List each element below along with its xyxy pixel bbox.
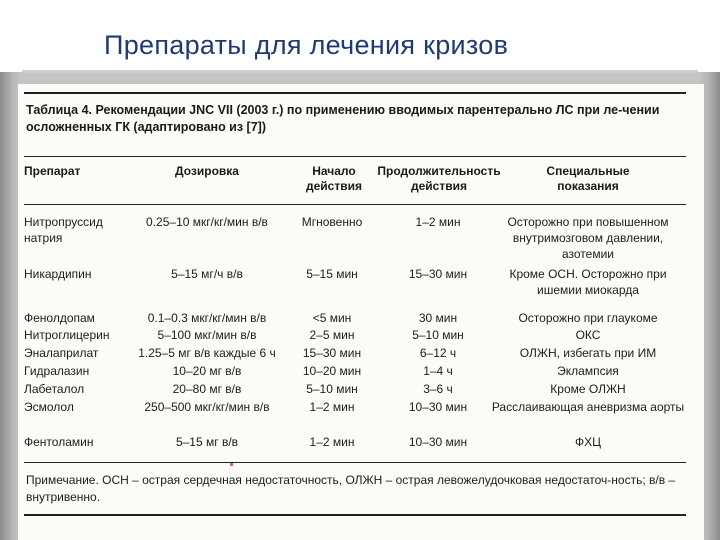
table-cell: Мгновенно [301, 215, 363, 229]
table-cell: 15–30 мин [302, 346, 362, 360]
table-cell: 15–30 мин [408, 267, 468, 281]
table-cell: 3–6 ч [423, 382, 453, 396]
table-cell: ОКС [575, 328, 601, 342]
table-cell: Фенолдопам [24, 311, 95, 325]
title-band [0, 0, 720, 72]
table-cell: 1–2 мин [309, 435, 355, 449]
table-cell: 30 мин [418, 311, 458, 325]
table-cell: Расслаивающая аневризма аорты [491, 400, 685, 414]
table-footnote: Примечание. ОСН – острая сердечная недостаточность, ОЛЖН – острая левожелудочковая недостаточ-ность; в/в – внутривенно. [26, 473, 676, 504]
title-divider [22, 70, 698, 73]
table-cell: 5–100 мкг/мин в/в [157, 328, 257, 342]
table-cell: 5–15 мг/ч в/в [171, 267, 243, 281]
header-onset: Начало действия [306, 164, 362, 193]
slide-title: Препараты для лечения кризов [104, 30, 509, 60]
table-cell: 5–15 мг в/в [175, 435, 239, 449]
table-cell: Нитропруссид натрия [24, 215, 103, 245]
table-bottom-rule [24, 514, 686, 516]
scanned-table [18, 84, 704, 540]
table-cell: 20–80 мг в/в [172, 382, 242, 396]
table-top-rule [24, 92, 686, 94]
table-cell: Нитроглицерин [24, 328, 110, 342]
header-top-rule [24, 156, 686, 157]
table-cell: 5–15 мин [306, 267, 358, 281]
table-cell: 10–20 мг в/в [172, 364, 242, 378]
table-cell: 250–500 мкг/кг/мин в/в [144, 400, 270, 414]
header-drug: Препарат [24, 164, 81, 178]
table-cell: 10–20 мин [302, 364, 362, 378]
table-cell: Эналаприлат [24, 346, 99, 360]
table-cell: ФХЦ [574, 435, 601, 449]
table-cell: 10–30 мин [408, 435, 468, 449]
table-cell: Осторожно при глаукоме [518, 311, 658, 325]
table-cell: 1–4 ч [423, 364, 453, 378]
table-cell: 10–30 мин [408, 400, 468, 414]
table-cell: Эклампсия [557, 364, 619, 378]
table-cell: 6–12 ч [419, 346, 457, 360]
table-cell: Фентоламин [24, 435, 94, 449]
table-cell: Гидралазин [24, 364, 90, 378]
table-cell: <5 мин [312, 311, 352, 325]
table-cell: 1.25–5 мг в/в каждые 6 ч [138, 346, 276, 360]
table-cell: 5–10 мин [412, 328, 464, 342]
header-dose: Дозировка [175, 164, 239, 178]
table-cell: Эсмолол [24, 400, 74, 414]
header-duration: Продолжительность действия [377, 164, 501, 193]
footnote-rule [24, 462, 686, 463]
table-cell: 2–5 мин [309, 328, 355, 342]
table-cell: ОЛЖН, избегать при ИМ [519, 346, 657, 360]
table-cell: Осторожно при повышенном внутримозговом давлении, азотемии [507, 215, 669, 261]
table-cell: 0.1–0.3 мкг/кг/мин в/в [147, 311, 267, 325]
header-indications: Специальные показания [546, 164, 630, 193]
table-cell: Лабеталол [24, 382, 85, 396]
table-cell: 5–10 мин [306, 382, 358, 396]
table-caption: Таблица 4. Рекомендации JNC VII (2003 г.) по применению вводимых парентерально ЛС при ле-чении осложненных ГК (адаптировано из [7]) [26, 103, 660, 134]
header-bottom-rule [24, 204, 686, 205]
table-cell: Кроме ОЛЖН [550, 382, 626, 396]
table-cell: 1–2 мин [309, 400, 355, 414]
table-cell: Кроме ОСН. Осторожно при ишемии миокарда [509, 267, 667, 297]
table-cell: 0.25–10 мкг/кг/мин в/в [146, 215, 268, 229]
table-cell: 1–2 мин [415, 215, 461, 229]
table-cell: Никардипин [24, 267, 92, 281]
